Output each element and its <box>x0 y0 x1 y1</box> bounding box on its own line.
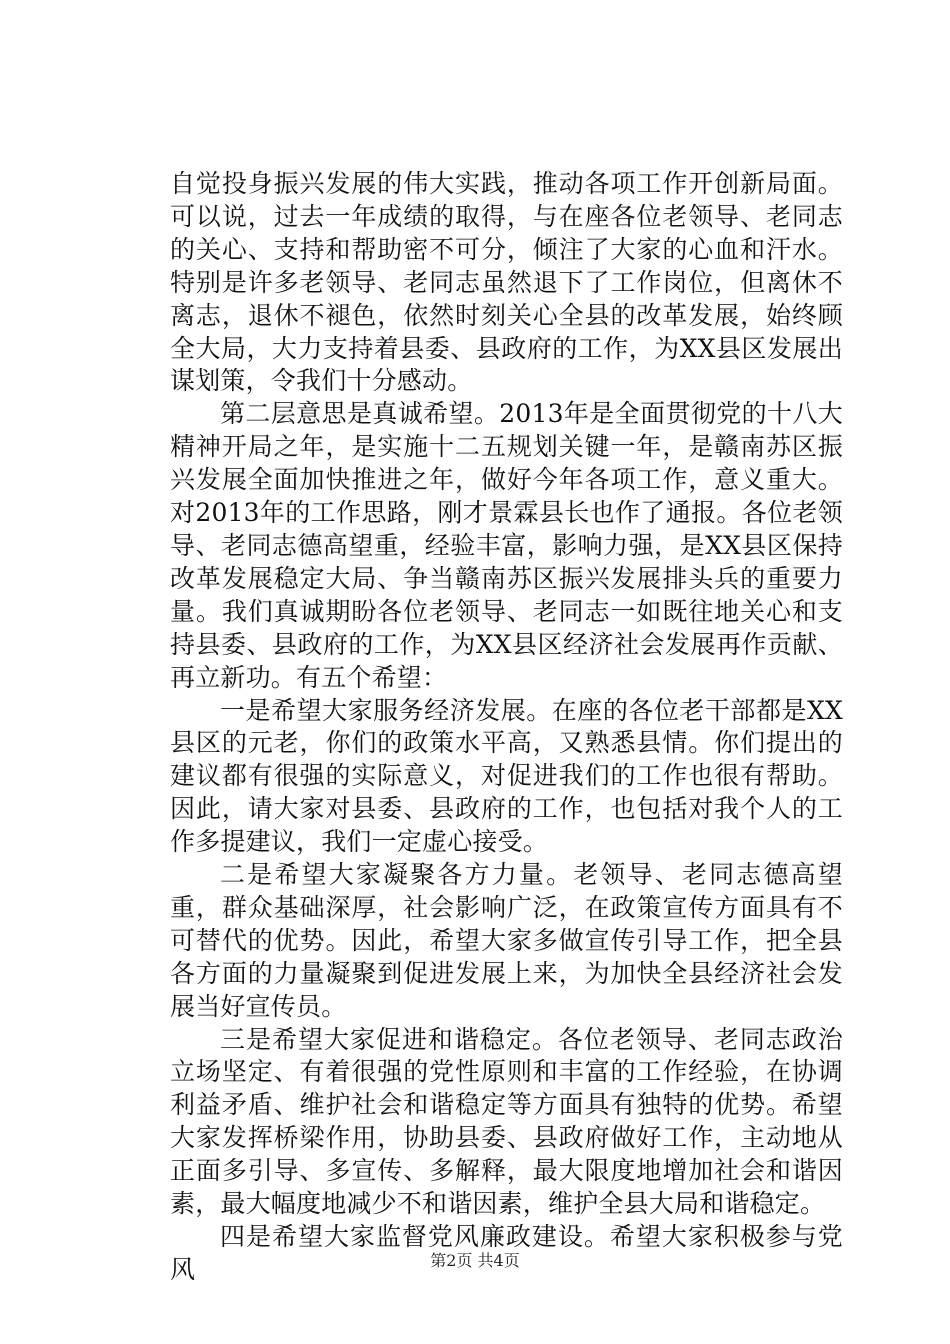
paragraph-hope-three: 三是希望大家促进和谐稳定。各位老领导、老同志政治立场坚定、有着很强的党性原则和丰富的工作经验，在协调利益矛盾、维护社会和谐稳定等方面具有独特的优势。希望大家发挥桥梁作用，协助县委、县政府做好工作，主动地从正面多引导、多宣传、多解释，最大限度地增加社会和谐因素，最大幅度地减少不和谐因素，维护全县大局和谐稳定。 <box>170 1024 843 1219</box>
document-body <box>170 168 843 1287</box>
paragraph-second-point: 第二层意思是真诚希望。2013年是全面贯彻党的十八大精神开局之年，是实施十二五规划关键一年，是赣南苏区振兴发展全面加快推进之年，做好今年各项工作，意义重大。对2013年的工作思路，刚才景霖县长也作了通报。各位老领导、老同志德高望重，经验丰富，影响力强，是XX县区保持改革发展稳定大局、争当赣南苏区振兴发展排头兵的重要力量。我们真诚期盼各位老领导、老同志一如既往地关心和支持县委、县政府的工作，为XX县区经济社会发展再作贡献、再立新功。有五个希望： <box>170 399 843 692</box>
paragraph-continuation: 自觉投身振兴发展的伟大实践，推动各项工作开创新局面。可以说，过去一年成绩的取得，与在座各位老领导、老同志的关心、支持和帮助密不可分，倾注了大家的心血和汗水。特别是许多老领导、老同志虽然退下了工作岗位，但离休不离志，退休不褪色，依然时刻关心全县的改革发展，始终顾全大局，大力支持着县委、县政府的工作，为XX县区发展出谋划策，令我们十分感动。 <box>170 169 843 396</box>
paragraph-hope-one: 一是希望大家服务经济发展。在座的各位老干部都是XX县区的元老，你们的政策水平高，又熟悉县情。你们提出的建议都有很强的实际意义，对促进我们的工作也很有帮助。因此，请大家对县委、县政府的工作，也包括对我个人的工作多提建议，我们一定虚心接受。 <box>170 695 843 857</box>
paragraph-hope-two: 二是希望大家凝聚各方力量。老领导、老同志德高望重，群众基础深厚，社会影响广泛，在政策宣传方面具有不可替代的优势。因此，希望大家多做宣传引导工作，把全县各方面的力量凝聚到促进发展上来，为加快全县经济社会发展当好宣传员。 <box>170 860 843 1021</box>
page-number-footer: 第2页 共4页 <box>430 1251 520 1270</box>
paragraph-hope-four: 四是希望大家监督党风廉政建设。希望大家积极参与党风 <box>170 1222 843 1284</box>
